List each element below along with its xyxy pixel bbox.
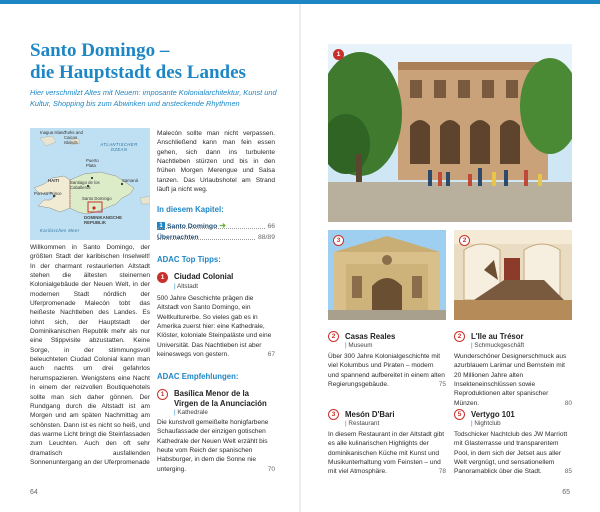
map-label-santiago: Santiago de los Caballeros xyxy=(70,180,100,190)
map-label-santo-domingo: Santo Domingo xyxy=(82,196,112,201)
tip-description: Über 300 Jahre Kolonialgeschichte mit viel Kolumbus und Piraten – modern und spannend aufbereitet in einem alten Regierungsgebäude. 75 xyxy=(328,353,446,389)
tip-description: 500 Jahre Geschichte prägen die Altstadt von Santo Domingo, ein Weltkulturerbe. So vieles gab es in Amerika zuerst hier: eine Kathedrale, Klöster, koloniale Steinpaläste und eine Universität. Das Nachtleben ist aber keineswegs von gestern. 67 xyxy=(157,295,275,359)
leader-dots xyxy=(157,228,275,229)
chapter-entry[interactable] xyxy=(157,222,275,231)
chapter-page: 66 xyxy=(267,223,275,230)
photo-cathedral xyxy=(328,230,446,320)
tip-name: Mesón D'Bari xyxy=(345,410,395,419)
photo-badge: 2 xyxy=(459,235,470,246)
chapter-heading: In diesem Kapitel: xyxy=(157,205,224,214)
intro-text: Willkommen in Santo Domingo, der größten Stadt der karibischen Inselwelt! In der charmant restaurierten Altstadt stehen die ältesten steinernen Kolonialgebäude der Neuen Welt, in der modernen Stadt nördlich der Uferpromenade Malecón tobt das heißeste Nachtleben des Landes. Es lohnt sich, der Hauptstadt der Dominikanischen Republik mehr als nur eine Stippvisite abzustatten. Keine Sorge, in der stimmungsvoll beleuchteten Ciudad Colonial kann man auch nachts um drei gefahrlos herumspazieren. Wenigstens eine Nacht in einem der reizvollen Boutiquehotels sollte man sich daher gönnen. Der Rundgang durch die Altstadt ist am Morgen und am späten Nachmittag am schönsten. Dann ist es nicht so heiß, und das warme Licht bringt die Steinfassaden zum Leuchten. Auch den oft sehr dramatisch ausfallenden Sonnenuntergang an der Uferpromenade xyxy=(30,244,150,466)
page-subtitle: Hier verschmilzt Altes mit Neuem: imposante Kolonialarchitektur, Kunst und Kultur, Shopping bis zum Abwinken und ansteckende Rhythmen xyxy=(30,88,277,108)
page-ref: 75 xyxy=(438,381,446,389)
title-line-2: die Hauptstadt des Landes xyxy=(30,62,246,83)
tip-category: | Schmuckgeschäft xyxy=(471,342,525,349)
intro-text-continued: Malecón sollte man nicht verpassen. Anschließend kann man fein essen gehen, sich dann ins turbulente Nachtleben stürzen und bis in den frühen Morgen Merengue und Salsa tanzen. Das Urlaubshotel am Strand läuft ja nicht weg. xyxy=(157,130,275,194)
tip-name: Basílica Menor de la Virgen de la Anunciación xyxy=(174,389,267,408)
photo-badge: 3 xyxy=(333,235,344,246)
chapter-number: 1 xyxy=(157,222,165,230)
chapter-page: 88/89 xyxy=(257,234,275,241)
map-label-samana: Samaná xyxy=(122,178,139,183)
map-label-inagua: Inagua Island xyxy=(40,130,66,135)
top-tips-heading: ADAC Top Tipps: xyxy=(157,255,221,264)
map-label-atlantic: ATLANTISCHER OZEAN xyxy=(100,142,138,152)
tip-name: Vertygo 101 xyxy=(471,410,515,419)
map-label-port-au-prince: Port-au-Prince xyxy=(34,191,62,196)
tip-category: | Nightclub xyxy=(471,420,501,427)
tip-category: | Restaurant xyxy=(345,420,380,427)
tip-name: Casas Reales xyxy=(345,332,396,341)
tip-description: Todschicker Nachtclub des JW Marriott mit Glasterrasse und transparentem Pool, in dem sich der Jetset aus aller Welt vergnügt, und sensationellem Panoramablick über die Stadt. 85 xyxy=(454,431,572,476)
tip-description: Wunderschöner Designerschmuck aus azurblauem Larimar und Bernstein mit 20 Millionen Jahre alten Insekteneinschlüssen sowie Reproduktionen alter spanischer Münzen. 80 xyxy=(454,353,572,407)
photo-badge: 1 xyxy=(333,49,344,60)
tip-category: | Museum xyxy=(345,342,373,349)
tip-description: In diesem Restaurant in der Altstadt gibt es alle kulinarischen Highlights der dominikanischen Küche mit Kunst und Musikunterhaltung vom Feinsten – und mit viel Atmosphäre. 78 xyxy=(328,431,446,476)
arrow-right-icon: ➜ xyxy=(219,221,226,230)
page-ref: 70 xyxy=(267,465,275,473)
photo-plaza xyxy=(328,44,572,222)
map-label-puerto-plata: Puerto Plata xyxy=(86,158,99,168)
title-line-1: Santo Domingo – xyxy=(30,40,170,61)
location-pin-icon: 1 xyxy=(157,389,168,400)
page-number-left: 64 xyxy=(30,489,38,496)
location-pin-icon: 1 xyxy=(157,272,168,283)
page-number-right: 65 xyxy=(562,489,570,496)
chapter-label: Übernachten xyxy=(157,234,199,241)
map-label-haiti: HAITI xyxy=(48,178,60,183)
page-title xyxy=(30,40,285,84)
tip-category: | Kathedrale xyxy=(174,409,208,416)
photo-museum-interior xyxy=(454,230,572,320)
page-ref: 85 xyxy=(564,468,572,476)
location-pin-icon: 5 xyxy=(454,409,465,420)
page-ref: 80 xyxy=(564,399,572,407)
map-label-dom-rep: DOMINIKANISCHE REPUBLIK xyxy=(84,215,122,225)
region-map xyxy=(30,128,150,240)
chapter-entry[interactable] xyxy=(157,233,275,242)
location-pin-icon: 2 xyxy=(454,331,465,342)
tip-name: L'Ile au Trésor xyxy=(471,332,524,341)
location-pin-icon: 2 xyxy=(328,331,339,342)
page-gutter xyxy=(299,4,301,512)
tip-name: Ciudad Colonial xyxy=(174,272,234,281)
chapter-label: Santo Domingo xyxy=(167,223,218,230)
page-ref: 78 xyxy=(438,468,446,476)
recommendations-heading: ADAC Empfehlungen: xyxy=(157,372,239,381)
tip-description: Die kunstvoll gemeißelte honigfarbene Schaufassade der einzigen gotischen Kathedrale der Neuen Welt erzählt bis heute vom Reich der spanischen Habsburger, in dem die Sonne nie unterging. 70 xyxy=(157,419,275,473)
page-ref: 67 xyxy=(267,351,275,359)
location-pin-icon: 3 xyxy=(328,409,339,420)
map-label-caribbean: Karibisches Meer xyxy=(40,228,80,233)
map-label-turks: Turks and Caicos Islands xyxy=(64,130,83,145)
tip-category: | Altstadt xyxy=(174,283,199,290)
